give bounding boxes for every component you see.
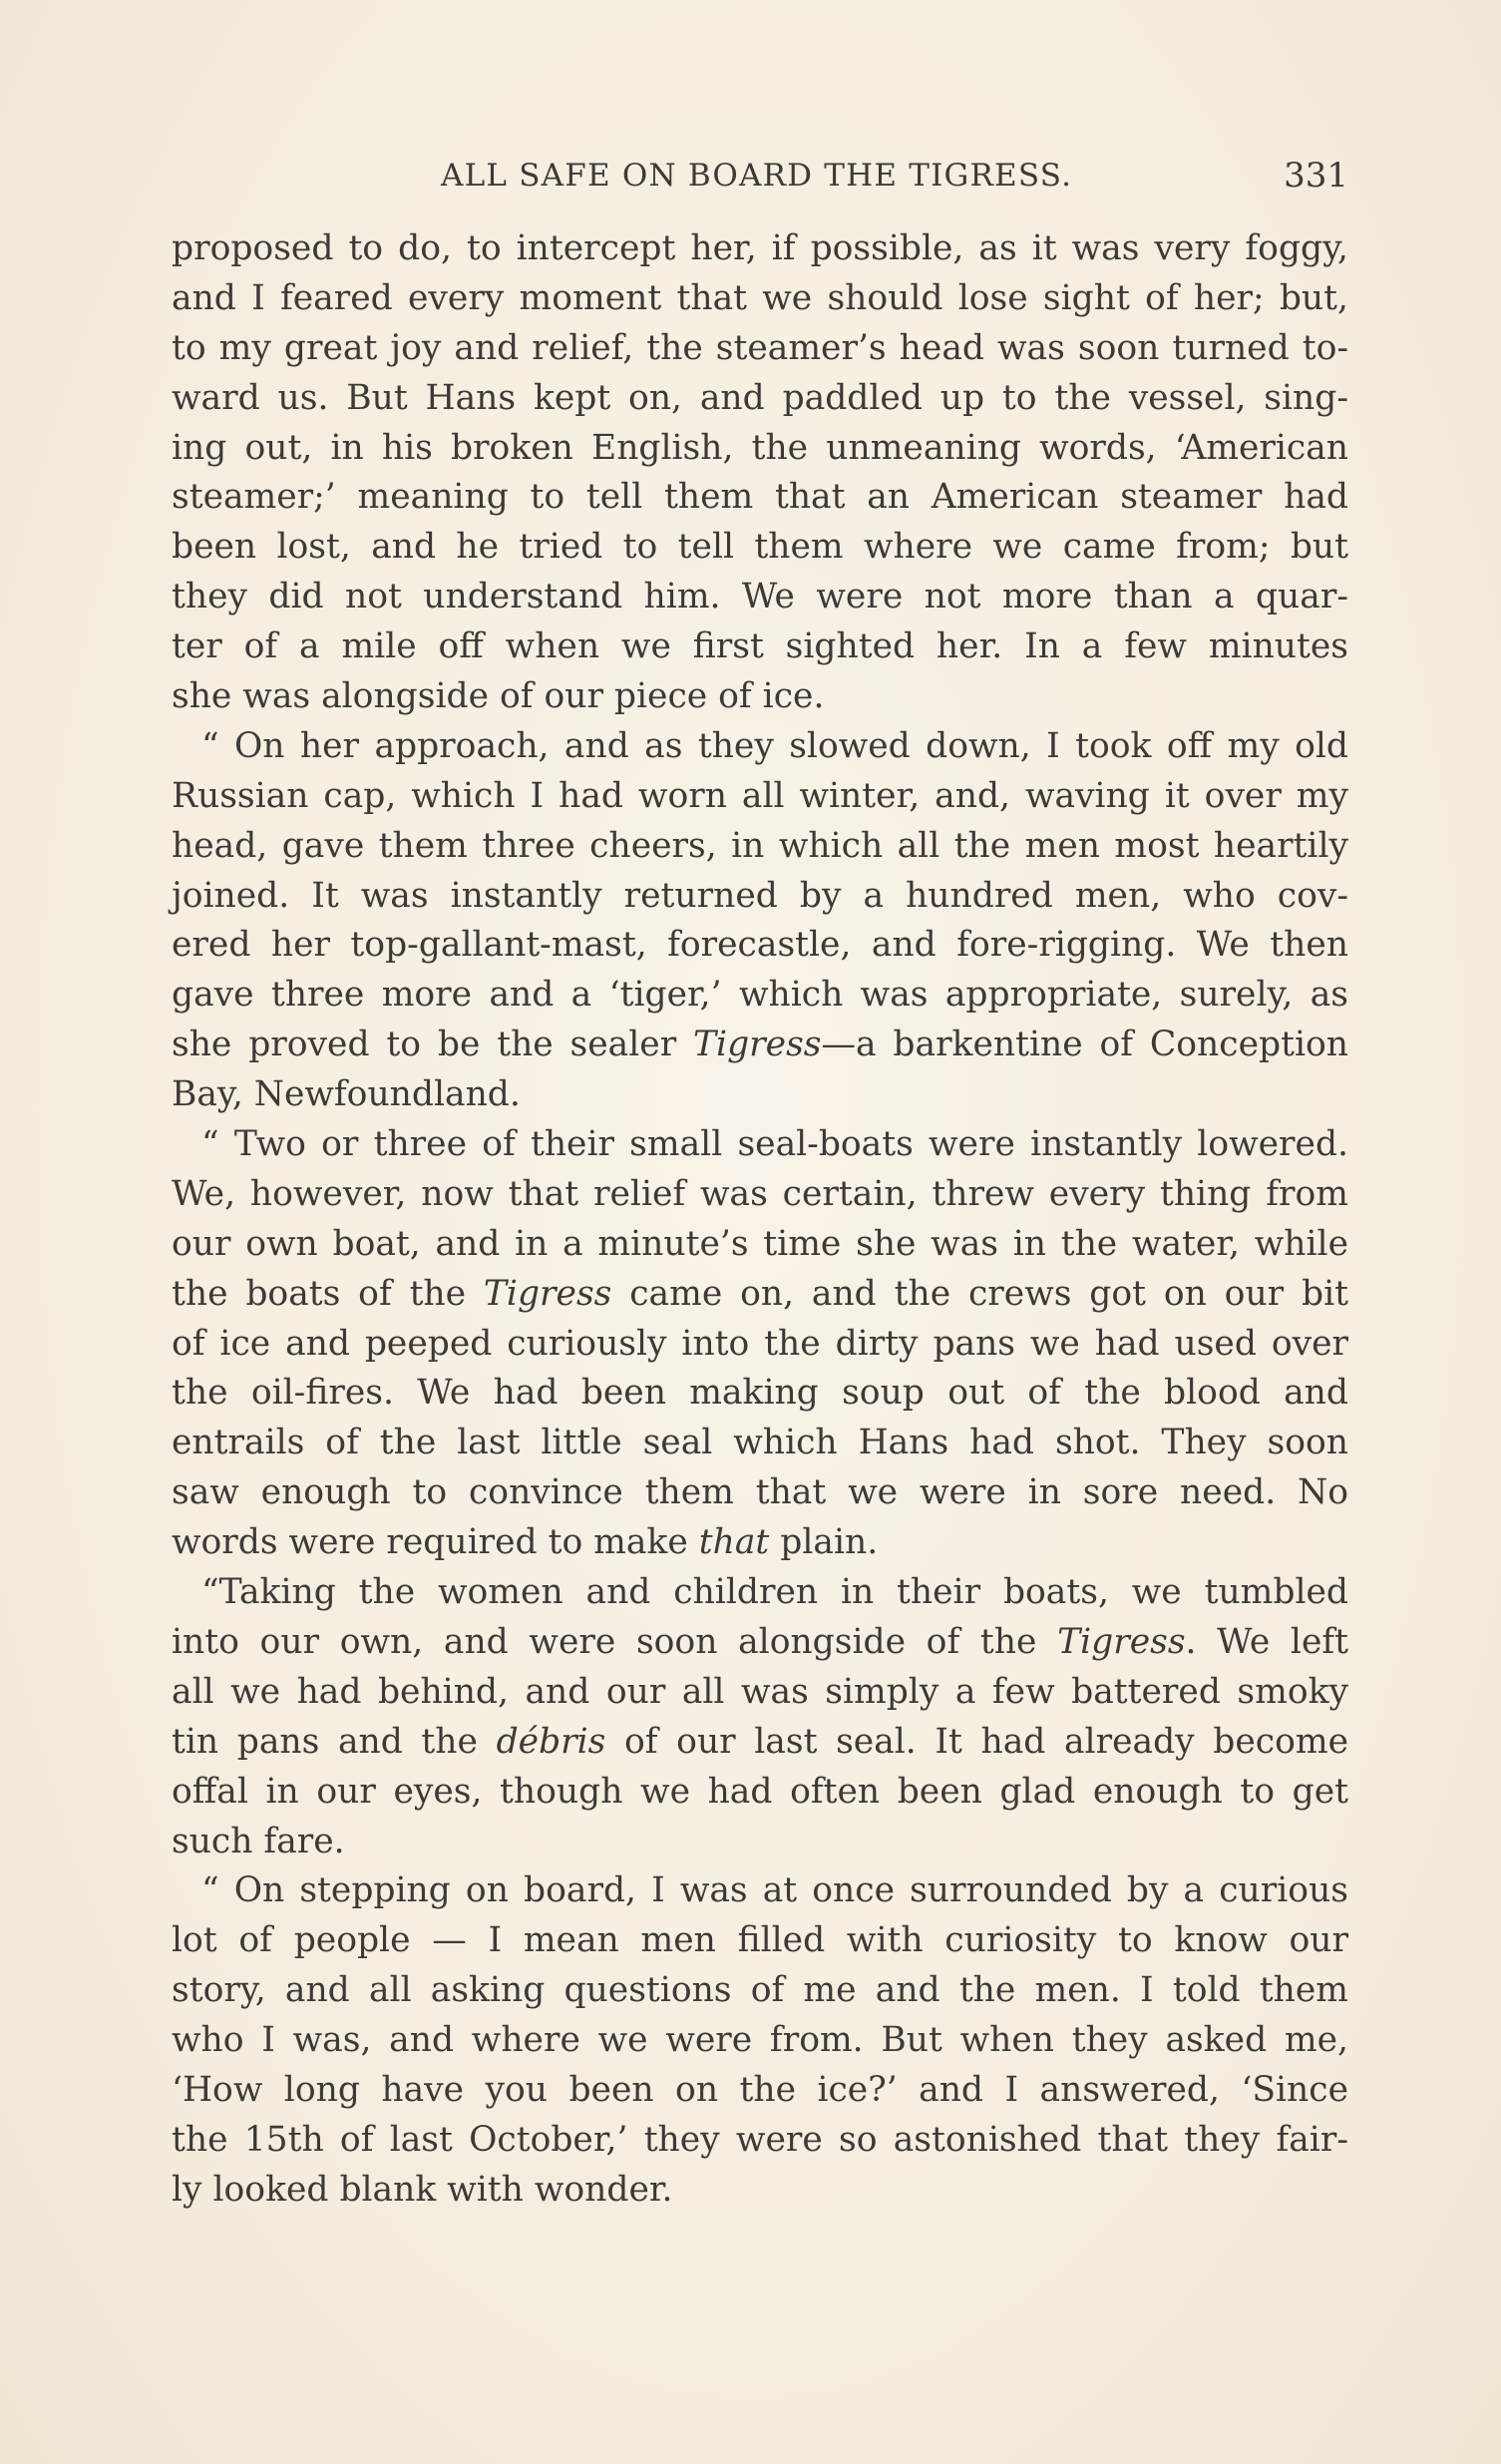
text-line: saw enough to convince them that we were in sore need. No [172,1472,1348,1513]
text-line: been lost, and he tried to tell them where we came from; but [172,527,1348,568]
text-line: We, however, now that relief was certain, threw every thing from [172,1173,1348,1214]
text-line: head, gave them three cheers, in which all the men most heartily [172,825,1348,866]
text-line: the 15th of last October,’ they were so astonished that they fair- [172,2119,1348,2160]
text-line: the boats of the Tigress came on, and the crews got on our bit [172,1273,1348,1314]
text-line: ward us. But Hans kept on, and paddled up to the vessel, sing- [172,377,1348,418]
page-number: 331 [1284,156,1348,196]
text-line: “Taking the women and children in their boats, we tumbled [201,1572,1348,1613]
italic-ship-name: Tigress [1057,1621,1186,1662]
text-line: and I feared every moment that we should lose sight of her; but, [172,277,1348,318]
text-line: into our own, and were soon alongside of the Tigress. We left [172,1621,1348,1662]
text-line: tin pans and the débris of our last seal. It had already become [172,1721,1348,1762]
text-line: words were required to make that plain. [172,1522,879,1563]
italic-emphasis: that [698,1522,770,1563]
text-line: proposed to do, to intercept her, if possible, as it was very foggy, [172,228,1348,268]
text-line: steamer;’ meaning to tell them that an American steamer had [172,477,1348,518]
text-line: they did not understand him. We were not more than a quar- [172,577,1348,617]
italic-ship-name: Tigress [693,1025,822,1065]
text-line: lot of people — I mean men filled with curiosity to know our [172,1920,1348,1961]
text-line: entrails of the last little seal which Hans had shot. They soon [172,1423,1348,1463]
text-line: she proved to be the sealer Tigress—a barkentine of Conception [172,1025,1348,1065]
text-line: she was alongside of our piece of ice. [172,676,825,717]
text-line: who I was, and where we were from. But when they asked me, [172,2020,1348,2061]
running-title: ALL SAFE ON BOARD THE TIGRESS. [441,158,1073,194]
text-line: ered her top-gallant-mast, forecastle, and fore-rigging. We then [172,925,1348,966]
body-text [172,224,1348,2216]
italic-emphasis: débris [496,1721,606,1762]
text-line: offal in our eyes, though we had often been glad enough to get [172,1771,1348,1812]
text-line: Bay, Newfoundland. [172,1074,521,1115]
italic-ship-name: Tigress [483,1273,612,1314]
text-line: the oil-fires. We had been making soup out of the blood and [172,1373,1348,1414]
text-line: to my great joy and relief, the steamer’s head was soon turned to- [172,327,1348,368]
text-line: story, and all asking questions of me and the men. I told them [172,1970,1348,2011]
text-line: “ On her approach, and as they slowed down, I took off my old [201,725,1348,766]
text-line: “ Two or three of their small seal-boats were instantly lowered. [201,1124,1348,1165]
text-line: our own boat, and in a minute’s time she was in the water, while [172,1223,1348,1264]
text-line: ly looked blank with wonder. [172,2169,673,2210]
page-header [172,150,1348,200]
text-line: ‘How long have you been on the ice?’ and I answered, ‘Since [172,2069,1348,2110]
text-line: joined. It was instantly returned by a hundred men, who cov- [172,875,1348,916]
text-line: such fare. [172,1821,345,1861]
text-line: all we had behind, and our all was simply a few battered smoky [172,1671,1348,1712]
text-line: ing out, in his broken English, the unmeaning words, ‘American [172,427,1348,468]
text-line: of ice and peeped curiously into the dirty pans we had used over [172,1323,1348,1364]
text-line: Russian cap, which I had worn all winter, and, waving it over my [172,775,1348,816]
text-line: “ On stepping on board, I was at once surrounded by a curious [201,1870,1348,1911]
text-line: gave three more and a ‘tiger,’ which was appropriate, surely, as [172,975,1348,1016]
text-line: ter of a mile off when we first sighted her. In a few minutes [172,626,1348,667]
